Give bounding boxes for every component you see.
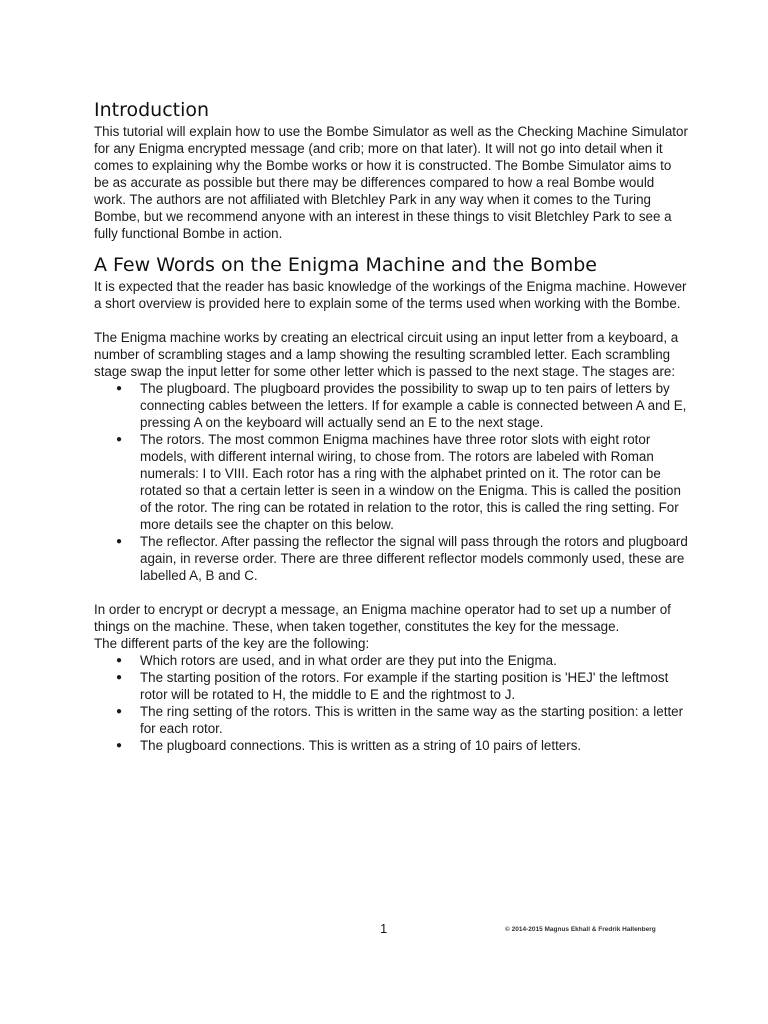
list-item: ● The plugboard connections. This is written as a string of 10 pairs of letters. [116, 738, 582, 753]
bullet-icon: ● [116, 706, 123, 717]
list-item: ● The rotors. The most common Enigma machines have three rotor slots with eight rotor models, with different internal wiring, to chose from. The rotors are labeled with Roman numerals: I to VIII. Each rotor has a ring with the alphabet printed on it. The rotor can be rotated so that a certain letter is seen in a window on the Enigma. This is called the position of the rotor. The ring can be rotated in relation to the rotor, this is called the ring setting. For more details see the chapter on this below. [116, 432, 681, 532]
list-item: ● The starting position of the rotors. For example if the starting position is 'HEJ' the leftmost rotor will be rotated to H, the middle to E and the rightmost to J. [116, 670, 669, 702]
key-paragraph-1: In order to encrypt or decrypt a message, an Enigma machine operator had to set up a number of things on the machine. These, when taken together, constitutes the key for the message. [94, 602, 671, 634]
bullet-icon: ● [116, 740, 123, 751]
introduction-paragraph: This tutorial will explain how to use the Bombe Simulator as well as the Checking Machine Simulator for any Enigma encrypted message (and crib; more on that later). It will not go into detail when it comes to explaining why the Bombe works or how it is constructed. The Bombe Simulator aims to be as accurate as possible but there may be differences compared to how a real Bombe would work. The authors are not affiliated with Bletchley Park in any way when it comes to the Turing Bombe, but we recommend anyone with an interest in these things to visit Bletchley Park to see a fully functional Bombe in action. [94, 124, 688, 241]
key-paragraph-2: The different parts of the key are the following: [94, 636, 370, 651]
list-item: ● The ring setting of the rotors. This is written in the same way as the starting position: a letter for each rotor. [116, 704, 684, 736]
copyright-notice: © 2014-2015 Magnus Ekhall & Fredrik Hallenberg [505, 926, 656, 933]
introduction-heading: Introduction [94, 99, 210, 121]
list-item: ● The plugboard. The plugboard provides the possibility to swap up to ten pairs of letters by connecting cables between the letters. If for example a cable is connected between A and E, pressing A on the keyboard will actually send an E to the next stage. [116, 381, 687, 430]
bullet-icon: ● [116, 655, 123, 666]
list-item: ● Which rotors are used, and in what order are they put into the Enigma. [116, 653, 557, 668]
list-item: ● The reflector. After passing the reflector the signal will pass through the rotors and plugboard again, in reverse order. There are three different reflector models commonly used, these are labelled A, B and C. [116, 534, 688, 583]
page-number: 1 [380, 921, 388, 936]
bullet-icon: ● [116, 434, 123, 445]
bullet-icon: ● [116, 383, 123, 394]
stages-list [94, 380, 688, 584]
key-parts-list [94, 652, 688, 754]
document-body [94, 98, 688, 754]
enigma-paragraph-1: It is expected that the reader has basic knowledge of the workings of the Enigma machine. However a short overview is provided here to explain some of the terms used when working with the Bombe. [94, 279, 687, 311]
bullet-icon: ● [116, 672, 123, 683]
bullet-icon: ● [116, 536, 123, 547]
enigma-paragraph-2: The Enigma machine works by creating an electrical circuit using an input letter from a keyboard, a number of scrambling stages and a lamp showing the resulting scrambled letter. Each scrambling stage swap the input letter for some other letter which is passed to the next stage. The stages are: [94, 330, 679, 379]
enigma-heading: A Few Words on the Enigma Machine and the Bombe [94, 254, 597, 276]
